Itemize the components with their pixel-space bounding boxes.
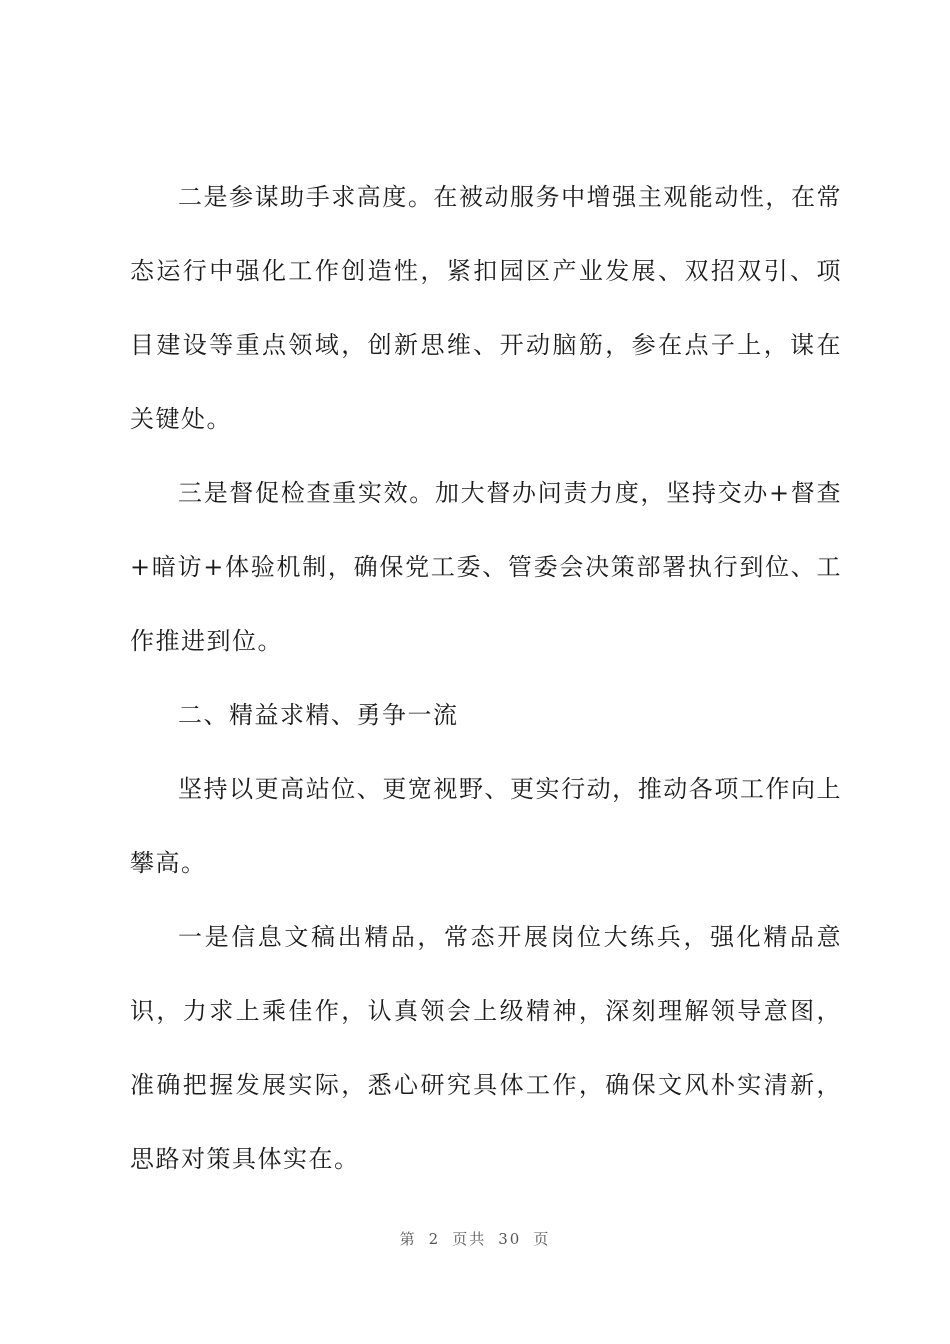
- paragraph-documents: 一是信息文稿出精品，常态开展岗位大练兵，强化精品意识，力求上乘佳作，认真领会上级精神，深刻理解领导意图，准确把握发展实际，悉心研究具体工作，确保文风朴实清新，思路对策具体实在。: [130, 923, 842, 1173]
- footer-total-pages: 30: [498, 1230, 522, 1248]
- page-footer: [0, 1228, 950, 1249]
- section-heading: 二、精益求精、勇争一流: [178, 701, 459, 729]
- footer-current-page: 2: [428, 1230, 441, 1248]
- footer-middle: 页共: [452, 1230, 487, 1248]
- paragraph-advisor: 二是参谋助手求高度。在被动服务中增强主观能动性，在常态运行中强化工作创造性，紧扣园区产业发展、双招双引、项目建设等重点领域，创新思维、开动脑筋，参在点子上，谋在关键处。: [130, 183, 842, 433]
- paragraph-supervision: 三是督促检查重实效。加大督办问责力度，坚持交办+督查+暗访+体验机制，确保党工委、管委会决策部署执行到位、工作推进到位。: [130, 479, 842, 655]
- footer-suffix: 页: [533, 1230, 551, 1248]
- document-body: [130, 160, 842, 1196]
- footer-prefix: 第: [399, 1230, 417, 1248]
- paragraph-intro: 坚持以更高站位、更宽视野、更实行动，推动各项工作向上攀高。: [130, 775, 842, 877]
